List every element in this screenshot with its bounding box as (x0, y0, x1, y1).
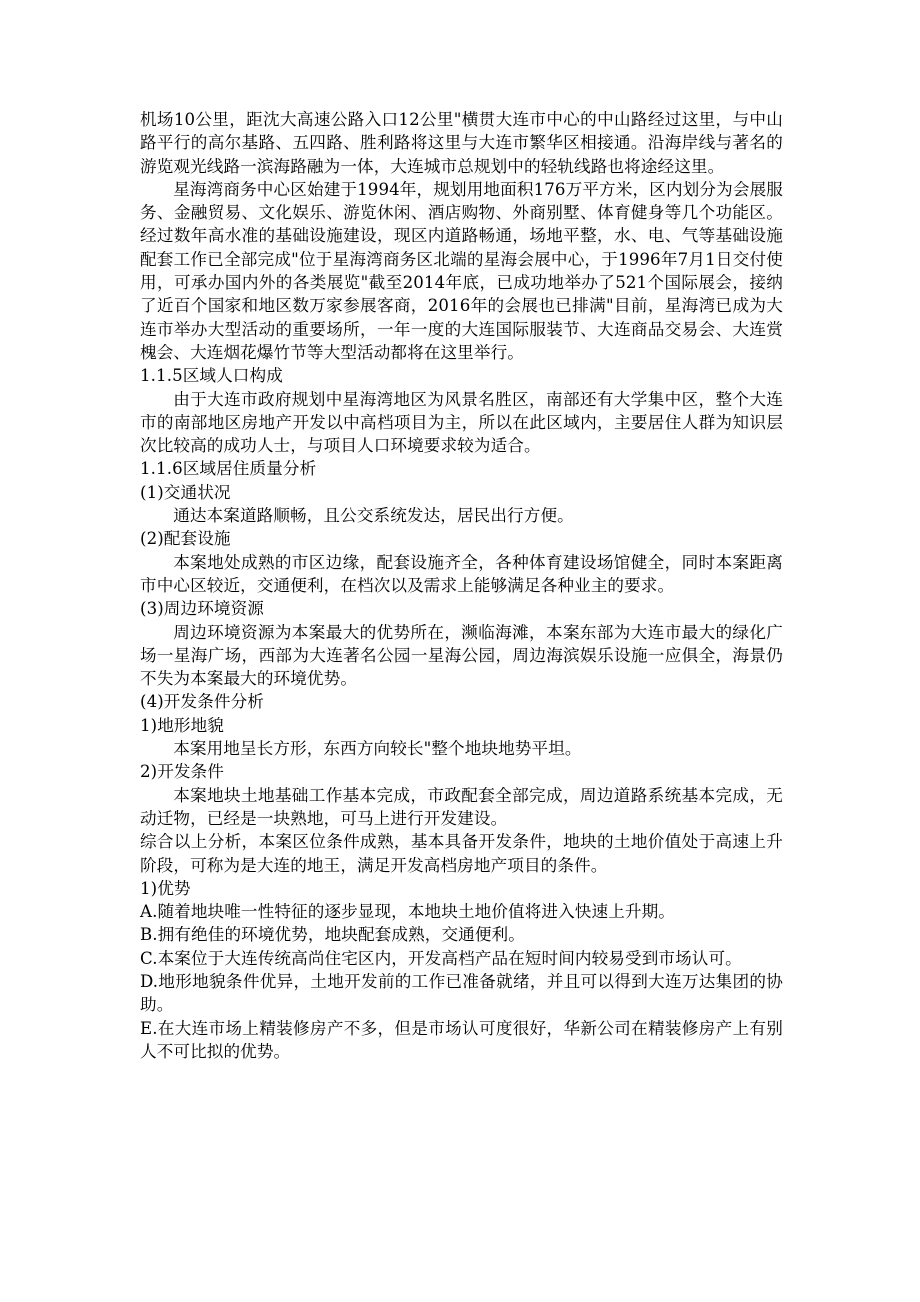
document-page (140, 108, 783, 1063)
heading-environment: (3)周边环境资源 (140, 599, 264, 619)
heading-advantages: 1)优势 (140, 878, 191, 898)
list-item: B.拥有绝佳的环境优势，地块配套成熟，交通便利。 (140, 925, 525, 945)
list-item: C.本案位于大连传统高尚住宅区内，开发高档产品在短时间内较易受到市场认可。 (140, 948, 742, 968)
paragraph-traffic: 通达本案道路顺畅，且公交系统发达，居民出行方便。 (173, 506, 574, 526)
paragraph-location: 机场10公里，距沈大高速公路入口12公里"横贯大连市中心的中山路经过这里，与中山路平行的高尔基路、五四路、胜利路将这里与大连市繁华区相接通。沿海岸线与著名的游览观光线路一滨海路融为一体，大连城市总规划中的轻轨线路也将途经这里。 (140, 110, 783, 176)
paragraph-conditions: 本案地块土地基础工作基本完成，市政配套全部完成，周边道路系统基本完成，无动迁物，已经是一块熟地，可马上进行开发建设。 (140, 785, 783, 828)
heading-living-quality: 1.1.6区域居住质量分析 (140, 459, 317, 479)
paragraph-facilities: 本案地处成熟的市区边缘，配套设施齐全，各种体育建设场馆健全，同时本案距离市中心区较近，交通便利，在档次以及需求上能够满足各种业主的要求。 (140, 552, 783, 595)
list-item: E.在大连市场上精装修房产不多，但是市场认可度很好，华新公司在精装修房产上有别人不可比拟的优势。 (140, 1018, 783, 1061)
heading-population: 1.1.5区域人口构成 (140, 366, 283, 386)
heading-development: (4)开发条件分析 (140, 692, 264, 712)
heading-conditions: 2)开发条件 (140, 762, 225, 782)
list-item: D.地形地貌条件优异，土地开发前的工作已准备就绪，并且可以得到大连万达集团的协助。 (140, 971, 783, 1015)
list-item: A.随着地块唯一性特征的逐步显现，本地块土地价值将进入快速上升期。 (140, 902, 675, 922)
paragraph-terrain: 本案用地呈长方形，东西方向较长"整个地块地势平坦。 (173, 739, 582, 759)
heading-facilities: (2)配套设施 (140, 529, 231, 549)
paragraph-population: 由于大连市政府规划中星海湾地区为风景名胜区，南部还有大学集中区，整个大连市的南部地区房地产开发以中高档项目为主，所以在此区域内，主要居住人群为知识层次比较高的成功人士，与项目人口环境要求较为适合。 (140, 389, 783, 456)
heading-terrain: 1)地形地貌 (140, 715, 225, 735)
paragraph-summary: 综合以上分析，本案区位条件成熟，基本具备开发条件，地块的土地价值处于高速上升阶段，可称为是大连的地王，满足开发高档房地产项目的条件。 (140, 832, 783, 875)
paragraph-environment: 周边环境资源为本案最大的优势所在，濒临海滩，本案东部为大连市最大的绿化广场一星海广场，西部为大连著名公园一星海公园，周边海滨娱乐设施一应俱全，海景仍不失为本案最大的环境优势。 (140, 622, 783, 689)
heading-traffic: (1)交通状况 (140, 482, 231, 502)
paragraph-xinghai-bay: 星海湾商务中心区始建于1994年，规划用地面积176万平方米，区内划分为会展服务、金融贸易、文化娱乐、游览休闲、酒店购物、外商别墅、体育健身等几个功能区。经过数年高水准的基础设施建设，现区内道路畅通，场地平整，水、电、气等基础设施配套工作已全部完成"位于星海湾商务区北端的星海会展中心，于1996年7月1日交付使用，可承办国内外的各类展览"截至2014年底，已成功地举办了521个国际展会，接纳了近百个国家和地区数万家参展客商，2016年的会展也已排满"目前，星海湾已成为大连市举办大型活动的重要场所，一年一度的大连国际服装节、大连商品交易会、大连赏槐会、大连烟花爆竹节等大型活动都将在这里举行。 (140, 179, 783, 362)
